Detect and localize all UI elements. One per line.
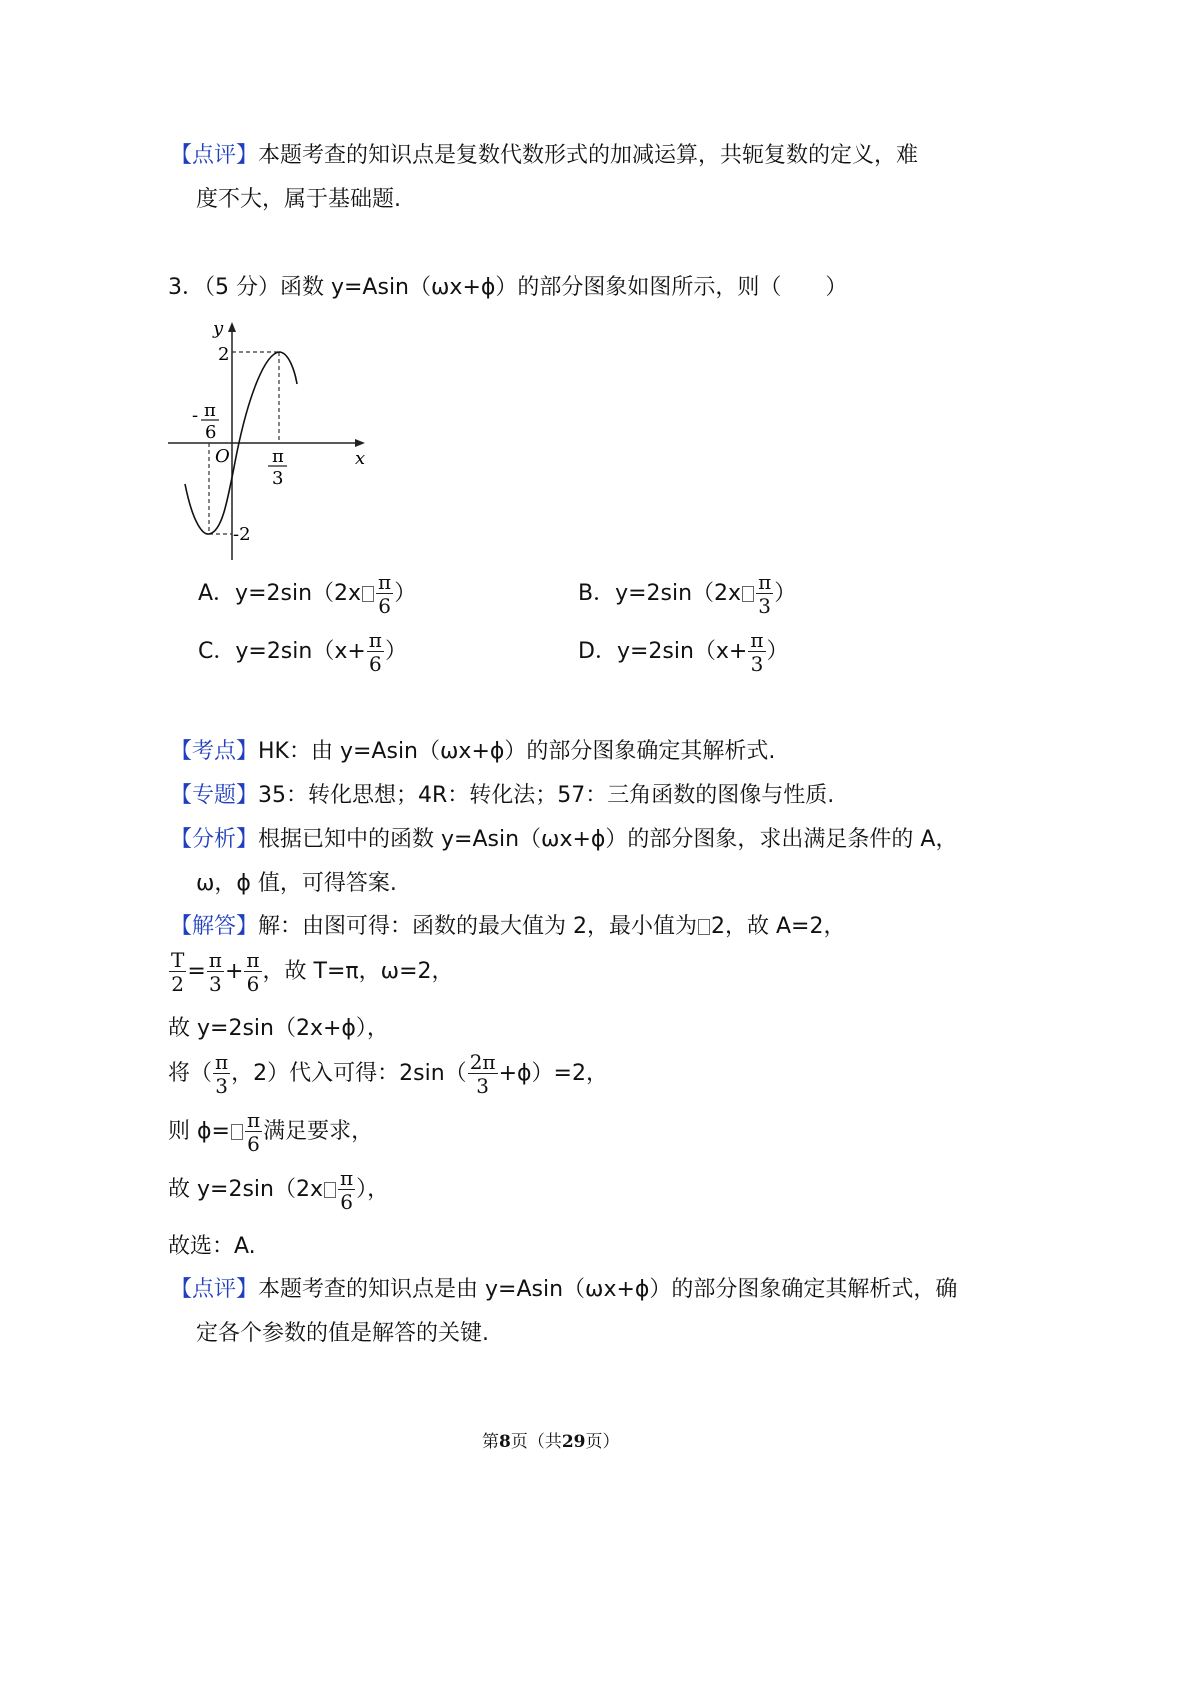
pi3-numerator: π [272, 446, 284, 467]
pi3-denominator: 3 [272, 468, 284, 489]
pi-over-6-fraction: $\frac{\pi}{6}$ [246, 1108, 261, 1156]
question-number: 3． [168, 275, 204, 300]
x-axis-arrow [355, 439, 365, 447]
placeholder-glyph [698, 919, 710, 935]
two-pi-over-3-fraction: $\frac{2\pi}{3}$ [469, 1050, 496, 1098]
option-b-fraction: $\frac{\pi}{3}$ [758, 570, 772, 618]
fenxi-section: 【分析】根据已知中的函数 y=Asin（ωx+ϕ）的部分图象，求出满足条件的 A， [170, 827, 958, 852]
kaodian-tag: 【考点】 [170, 739, 259, 764]
neg-pi-denominator: 6 [205, 422, 217, 443]
review-text: 本题考查的知识点是复数代数形式的加减运算，共轭复数的定义，难 [258, 143, 919, 168]
y-axis-label: y [213, 318, 224, 339]
fenxi-tag: 【分析】 [170, 827, 259, 852]
option-a-fraction: $\frac{\pi}{6}$ [378, 570, 392, 618]
option-d: D．y=2sin（x+ $\frac{\pi}{3}$ ） [578, 628, 789, 676]
jieda-line-1: 【解答】解：由图可得：函数的最大值为 2，最小值为 2，故 A=2， [170, 914, 846, 939]
pi-over-6-fraction: $\frac{\pi}{6}$ [246, 948, 260, 996]
page-number: 8 [499, 1432, 511, 1452]
max-label: 2 [218, 344, 230, 365]
jieda-line-6: 故 y=2sin（2x $\frac{\pi}{6}$ ）， [168, 1166, 390, 1214]
jieda-line-4: 将（ $\frac{\pi}{3}$ ，2）代入可得：2sin（ $\frac{2\pi}{3}$ +ϕ）=2， [168, 1050, 608, 1098]
page-footer: 第8页（共29页） [482, 1432, 620, 1452]
y-axis-arrow [228, 322, 236, 332]
sine-graph [165, 312, 375, 562]
min-label: -2 [233, 524, 251, 545]
pi-over-6-fraction: $\frac{\pi}{6}$ [339, 1166, 354, 1214]
total-pages: 29 [561, 1432, 586, 1452]
review-tag: 【点评】 [170, 143, 259, 168]
question-3 [168, 274, 847, 302]
jieda-line-3: 故 y=2sin（2x+ϕ）， [168, 1016, 389, 1041]
zhuanti-tag: 【专题】 [170, 783, 259, 808]
fenxi-line-2: ω，ϕ 值，可得答案. [196, 871, 397, 896]
zhuanti-section: 【专题】35：转化思想；4R：转化法；57：三角函数的图像与性质. [170, 783, 835, 808]
option-b: B．y=2sin（2x $\frac{\pi}{3}$ ） [578, 570, 797, 618]
review-1-line-2: 度不大，属于基础题. [196, 187, 401, 212]
neg-sign: - [192, 405, 199, 426]
review-tag: 【点评】 [170, 1277, 259, 1302]
jieda-line-2: $\frac{T}{2}$ = $\frac{\pi}{3}$ + $\frac{\pi}{6}$ ，故 T=π，ω=2， [171, 948, 454, 996]
kaodian-section: 【考点】HK：由 y=Asin（ωx+ϕ）的部分图象确定其解析式. [170, 739, 776, 764]
option-c-fraction: $\frac{\pi}{6}$ [368, 628, 382, 676]
origin-label: O [215, 446, 230, 467]
option-a: A．y=2sin（2x $\frac{\pi}{6}$ ） [198, 570, 417, 618]
placeholder-glyph [324, 1182, 336, 1198]
placeholder-glyph [231, 1124, 243, 1140]
option-c: C．y=2sin（x+ $\frac{\pi}{6}$ ） [198, 628, 407, 676]
placeholder-glyph [742, 586, 754, 602]
review-1-line-1 [170, 142, 918, 170]
jieda-tag: 【解答】 [170, 914, 259, 939]
review-2-line-1: 【点评】本题考查的知识点是由 y=Asin（ωx+ϕ）的部分图象确定其解析式，确 [170, 1277, 958, 1302]
option-d-fraction: $\frac{\pi}{3}$ [750, 628, 764, 676]
review-2-line-2: 定各个参数的值是解答的关键. [196, 1321, 489, 1346]
question-text: （5 分）函数 y=Asin（ωx+ϕ）的部分图象如图所示，则（ ） [204, 275, 848, 300]
pi-over-3-fraction: $\frac{\pi}{3}$ [208, 948, 222, 996]
jieda-line-5: 则 ϕ= $\frac{\pi}{6}$ 满足要求， [168, 1108, 374, 1156]
placeholder-glyph [362, 586, 374, 602]
pi-over-3-fraction: $\frac{\pi}{3}$ [215, 1050, 229, 1098]
x-axis-label: x [355, 448, 366, 469]
neg-pi-numerator: π [204, 400, 216, 421]
t-over-2-fraction: $\frac{T}{2}$ [171, 948, 185, 996]
jieda-line-7: 故选：A. [168, 1234, 256, 1259]
